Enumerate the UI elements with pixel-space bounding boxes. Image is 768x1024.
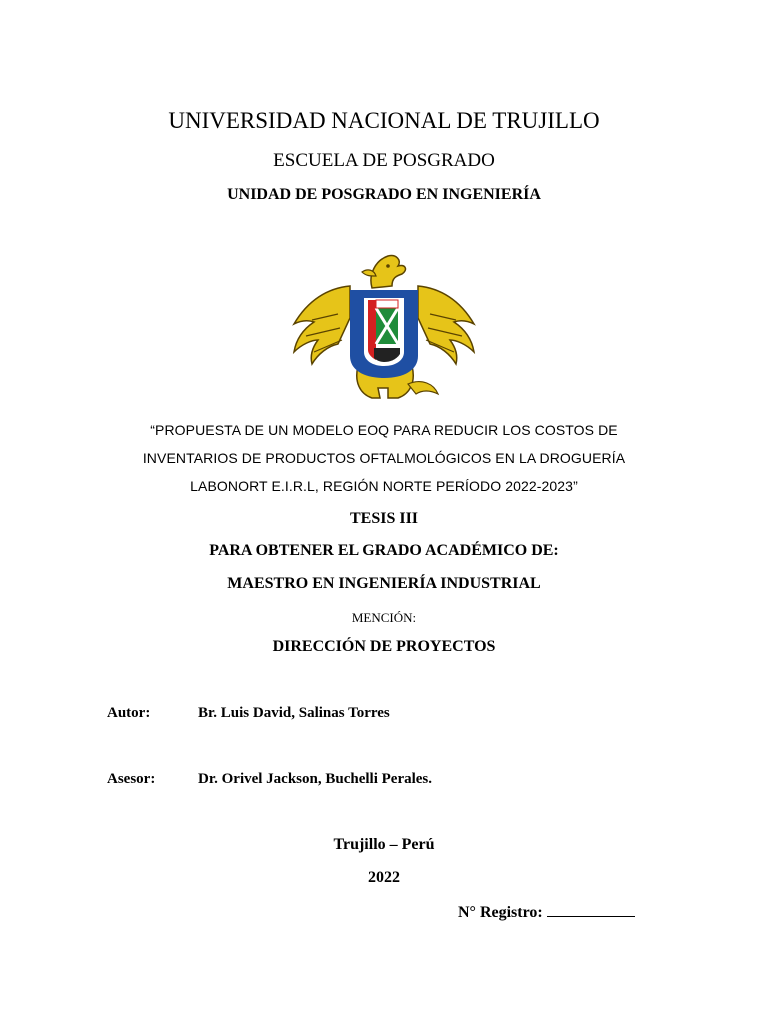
university-crest-icon <box>288 248 480 408</box>
griffin-head-shape <box>371 256 406 288</box>
right-wing-shape <box>418 286 474 364</box>
advisor-name: Dr. Orivel Jackson, Buchelli Perales. <box>198 771 433 787</box>
thesis-title-line-1: “PROPUESTA DE UN MODELO EOQ PARA REDUCIR LOS COSTOS DE <box>150 422 618 438</box>
registry-blank-line <box>547 902 635 917</box>
thesis-title-line-3: LABONORT E.I.R.L, REGIÓN NORTE PERÍODO 2022-2023” <box>190 478 578 494</box>
left-wing-shape <box>294 286 350 364</box>
degree-name: MAESTRO EN INGENIERÍA INDUSTRIAL <box>227 575 541 592</box>
registry-label: N° Registro: <box>458 904 543 921</box>
author-label: Autor: <box>107 705 151 721</box>
year: 2022 <box>368 869 400 886</box>
degree-purpose: PARA OBTENER EL GRADO ACADÉMICO DE: <box>209 542 559 559</box>
advisor-label: Asesor: <box>107 771 156 787</box>
school-name: ESCUELA DE POSGRADO <box>273 150 495 171</box>
mention-value: DIRECCIÓN DE PROYECTOS <box>272 638 496 655</box>
university-name: UNIVERSIDAD NACIONAL DE TRUJILLO <box>168 108 600 133</box>
author-name: Br. Luis David, Salinas Torres <box>198 705 390 721</box>
thesis-type: TESIS III <box>349 510 419 527</box>
thesis-title <box>130 416 638 500</box>
registry-field <box>458 902 635 922</box>
unit-name: UNIDAD DE POSGRADO EN INGENIERÍA <box>227 186 541 203</box>
thesis-title-line-2: INVENTARIOS DE PRODUCTOS OFTALMOLÓGICOS EN LA DROGUERÍA <box>142 450 626 466</box>
mention-label: MENCIÓN: <box>351 610 417 625</box>
place: Trujillo – Perú <box>333 836 435 853</box>
